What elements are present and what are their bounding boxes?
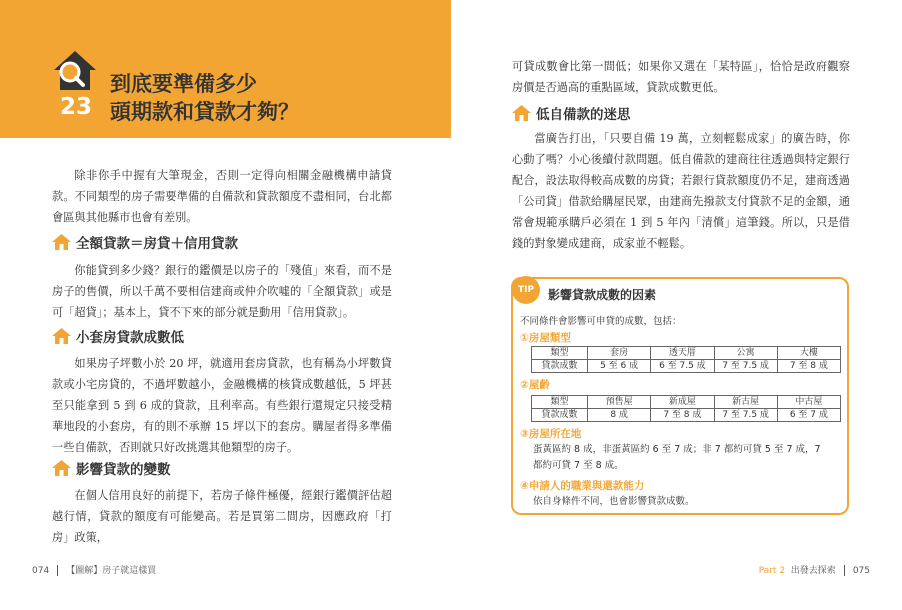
chapter-title bbox=[110, 70, 299, 126]
tip-intro: 不同條件會影響可申貸的成數，包括： bbox=[520, 316, 682, 327]
chapter-number: 23 bbox=[60, 94, 93, 120]
footer-divider bbox=[57, 565, 58, 576]
house-icon bbox=[512, 105, 531, 121]
section-title: 小套房貸款成數低 bbox=[76, 330, 184, 346]
table-cell: 套房 bbox=[588, 347, 651, 360]
table-cell: 新古屋 bbox=[714, 396, 777, 409]
section-heading-full-loan bbox=[52, 232, 238, 252]
table-cell: 類型 bbox=[532, 396, 588, 409]
intro-paragraph: 除非你手中握有大筆現金，否則一定得向相關金融機構申請貸款。不同類型的房子需要準備的自備款和貸款額度不盡相同，台北都會區與其他縣市也會有差別。 bbox=[52, 169, 392, 224]
house-age-table bbox=[531, 395, 841, 422]
section-heading-small-suite bbox=[52, 326, 184, 346]
full-loan-paragraph: 你能貸到多少錢？銀行的鑑價是以房子的「殘值」來看，而不是房子的售價，所以千萬不要相信建商或仲介吹噓的「全額貸款」或是可「超貸」；基本上，貸不下來的部分就是動用「信用貸款」。 bbox=[52, 264, 392, 319]
table-cell: 7 至 7.5 成 bbox=[714, 360, 777, 373]
loan-variables-paragraph: 在個人信用良好的前提下，若房子條件極優，經銀行鑑價評估超越行情，貸款的額度有可能變高。若是買第二間房，因應政府「打房」政策， bbox=[52, 489, 392, 544]
table-header-row bbox=[532, 347, 841, 360]
table-header-row bbox=[532, 396, 841, 409]
house-icon bbox=[52, 234, 71, 250]
table-cell: 6 至 7 成 bbox=[777, 409, 840, 422]
house-magnifier-icon bbox=[52, 48, 98, 94]
continued-paragraph: 可貸成數會比第一間低；如果你又選在「某特區」，恰恰是政府觀察房價是否過高的重點區域，貸款成數更低。 bbox=[512, 60, 850, 94]
table-cell: 公寓 bbox=[714, 347, 777, 360]
table-cell: 7 至 8 成 bbox=[777, 360, 840, 373]
table-cell: 貸款成數 bbox=[532, 360, 588, 373]
tip-badge: TIP bbox=[512, 276, 540, 304]
house-type-table bbox=[531, 346, 841, 373]
table-cell: 8 成 bbox=[588, 409, 651, 422]
left-footer bbox=[32, 563, 156, 576]
table-cell: 7 至 8 成 bbox=[651, 409, 714, 422]
house-icon bbox=[52, 328, 71, 344]
table-cell: 類型 bbox=[532, 347, 588, 360]
chapter-title-line1: 到底要準備多少 bbox=[110, 72, 257, 96]
house-icon bbox=[52, 460, 71, 476]
table-cell: 透天厝 bbox=[651, 347, 714, 360]
section-heading-loan-variables bbox=[52, 458, 171, 478]
factor-location-title: ③房屋所在地 bbox=[520, 428, 582, 440]
factor-location-text: 蛋黃區約 8 成，非蛋黃區約 6 至 7 成；非 7 都約可貸 5 至 7 成，7 都約可貸 7 至 8 成。 bbox=[533, 444, 821, 471]
section-title: 低自備款的迷思 bbox=[536, 107, 631, 123]
factor-occupation-title: ④申請人的職業與還款能力 bbox=[520, 480, 645, 492]
footer-divider bbox=[844, 565, 845, 576]
table-cell: 預售屋 bbox=[588, 396, 651, 409]
section-label: 出發去探索 bbox=[790, 566, 836, 576]
page-number: 075 bbox=[852, 566, 870, 576]
table-row bbox=[532, 409, 841, 422]
factor-house-type-title: ①房屋類型 bbox=[520, 332, 571, 344]
right-footer bbox=[759, 563, 870, 576]
table-cell: 貸款成數 bbox=[532, 409, 588, 422]
table-cell: 5 至 6 成 bbox=[588, 360, 651, 373]
table-cell: 大樓 bbox=[777, 347, 840, 360]
table-cell: 7 至 7.5 成 bbox=[714, 409, 777, 422]
page-number: 074 bbox=[32, 566, 50, 576]
low-down-payment-paragraph: 當廣告打出，「只要自備 19 萬，立刻輕鬆成家」的廣告時，你心動了嗎？小心後續付款問題。低自備款的建商往往透過與特定銀行配合，設法取得較高成數的房貸；若銀行貸款額度仍不足，建商透過「公司貸」借款給購屋民眾，由建商先撥款支付貸款不足的金額，通常會規範承購戶必須在 1 到 5 年內「清償」這筆錢。所以，只是借錢的對象變成建商，成家並不輕鬆。 bbox=[512, 132, 850, 250]
table-row bbox=[532, 360, 841, 373]
small-suite-paragraph: 如果房子坪數小於 20 坪，就適用套房貸款，也有稱為小坪數貸款或小宅房貸的，不過坪數越小，金融機構的核貸成數越低，5 坪甚至只能拿到 5 到 6 成的貸款，且利率高。有些銀行還規定只接受精華地段的小套房，有的則不承辦 15 坪以下的套房。購屋者得多準備一些自備款，否則就只好改挑選其他類型的房子。 bbox=[52, 357, 392, 454]
section-heading-low-down-payment bbox=[512, 103, 631, 123]
table-cell: 中古屋 bbox=[777, 396, 840, 409]
table-cell: 新成屋 bbox=[651, 396, 714, 409]
book-title: 【圖解】房子就這樣買 bbox=[66, 566, 157, 576]
chapter-title-line2: 頭期款和貸款才夠？ bbox=[110, 100, 299, 124]
part-label: Part 2 bbox=[758, 566, 786, 576]
factor-occupation-text: 依自身條件不同，也會影響貸款成數。 bbox=[533, 496, 695, 507]
section-title: 全額貸款＝房貸＋信用貸款 bbox=[76, 236, 238, 252]
section-title: 影響貸款的變數 bbox=[76, 462, 171, 478]
table-cell: 6 至 7.5 成 bbox=[651, 360, 714, 373]
factor-house-age-title: ②屋齡 bbox=[520, 379, 550, 391]
tip-title: 影響貸款成數的因素 bbox=[548, 288, 657, 302]
